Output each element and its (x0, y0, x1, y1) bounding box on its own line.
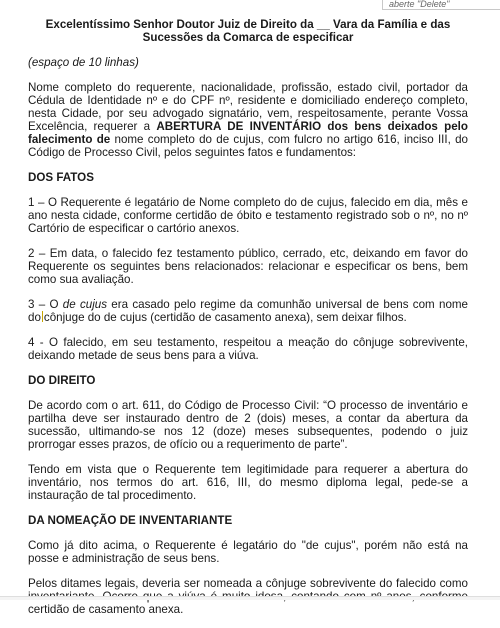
fatos-paragraph-3 (28, 298, 468, 324)
fatos-paragraph-4: 4 - O falecido, em seu testamento, respeitou a meação do cônjuge sobrevivente, deixando metade de seus bens para a viúva. (28, 336, 468, 362)
intro-paragraph (28, 81, 468, 159)
section-heading-direito: DO DIREITO (28, 374, 96, 387)
fatos-paragraph-1: 1 – O Requerente é legatário de Nome completo do de cujus, falecido em dia, mês e ano nesta cidade, conforme certidão de óbito e testamento registrado sob o nº, no nº Cartório de especificar o cartório anexos. (28, 196, 468, 235)
nomeacao-paragraph-1: Como já dito acima, o Requerente é legatário do "de cujus", porém não está na posse e administração de seus bens. (28, 539, 468, 565)
section-heading-fatos: DOS FATOS (28, 171, 94, 184)
direito-paragraph-1: De acordo com o art. 611, do Código de Processo Civil: “O processo de inventário e partilha deve ser instaurado dentro de 2 (dois) meses, a contar da abertura da sucessão, ultimando-se nos 12 (doze) meses subsequentes, podendo o juiz prorrogar esses prazos, de ofício ou a requerimento de parte”. (28, 399, 468, 451)
text-cursor (42, 311, 43, 322)
fatos-3-text-a: era casado pelo regime da comunhão universal de bens com nome do (28, 298, 468, 324)
nomeacao-paragraph-2: Pelos ditames legais, deveria ser nomeada a cônjuge sobrevivente do falecido como certidão de casamento anexa. (28, 577, 468, 616)
direito-paragraph-2: Tendo em vista que o Requerente tem legitimidade para requerer a abertura do inventário, nos termos do art. 616, III, do mesmo diploma legal, pede-se a instauração de tal procedimento. (28, 463, 468, 502)
section-heading-nomeacao: DA NOMEAÇÃO DE INVENTARIANTE (28, 514, 233, 527)
spacing-note: (espaço de 10 linhas) (28, 56, 139, 69)
intro-text-end: nome completo do de cujus, com fulcro no artigo 616, inciso III, do Código de Processo Civil, pelos seguintes fatos e fundamentos: (28, 133, 468, 159)
page-bottom-edge (0, 596, 500, 600)
fatos-3-italic: de cujus (62, 298, 108, 311)
intro-text: Nome completo do requerente, nacionalidade, profissão, estado civil, portador da Cédula de Identidade nº e do CPF nº, residente e domiciliado endereço completo, nesta Cidade, por seu advogado signatário, vem, respeitosamente, perante Vossa Excelência, requerer a (28, 81, 468, 133)
fatos-paragraph-2: 2 – Em data, o falecido fez testamento público, cerrado, etc, deixando em favor do Requerente os seguintes bens relacionados: relacionar e especificar os bens, bem como sua avaliação. (28, 247, 468, 286)
fatos-3-prefix: 3 – O (28, 298, 63, 311)
document-page (28, 18, 468, 628)
document-title: Excelentíssimo Senhor Doutor Juiz de Direito da __ Vara da Família e das Sucessões da Comarca de especificar (45, 18, 451, 44)
delete-hint-tag: aberte "Delete" (382, 0, 500, 10)
intro-bold-text: ABERTURA DE INVENTÁRIO dos bens deixados pelo falecimento de (28, 120, 468, 146)
fatos-3-text-b: cônjuge do de cujus (certidão de casamento anexa), sem deixar filhos. (43, 311, 407, 324)
